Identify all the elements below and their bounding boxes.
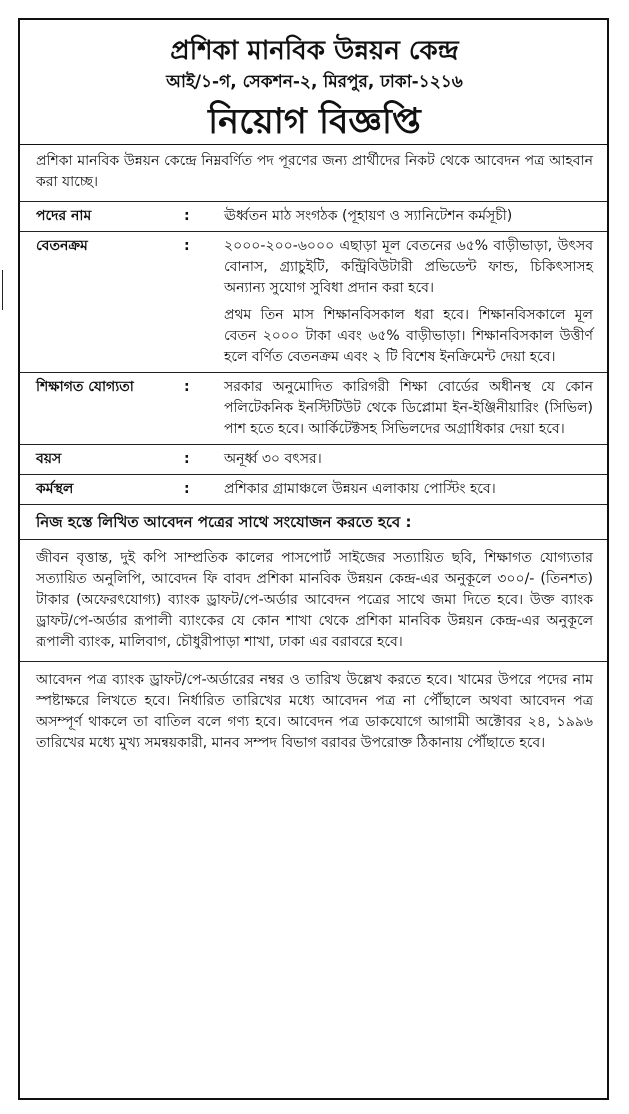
- organization-name: প্রশিকা মানবিক উন্নয়ন কেন্দ্র: [170, 36, 459, 66]
- row-colon: :: [184, 451, 190, 467]
- divider: [20, 372, 607, 373]
- row-colon: :: [184, 481, 190, 497]
- row-value: [224, 236, 593, 368]
- organization-address: আই/১-গ, সেকশন-২, মিরপুর, ঢাকা-১২১৬: [166, 72, 463, 92]
- row-value: [224, 377, 593, 440]
- closing-paragraph: আবেদন পত্র ব্যাংক ড্রাফট/পে-অর্ডারের নম্বর ও তারিখ উল্লেখ করতে হবে। খামের উপরে পদের নাম স্পষ্টাক্ষরে লিখতে হবে। নির্ধারিত তারিখের মধ্যে আবেদন পত্র না পৌঁছালে অথবা আবেদন পত্র অসম্পূর্ণ থাকলে তা বাতিল বলে গণ্য হবে। আবেদন পত্র ডাকযোগে আগামী অক্টোবর ২৪, ১৯৯৬ তারিখের মধ্যে মুখ্য সমন্বয়কারী, মানব সম্পদ বিভাগ বরাবর উপরোক্ত ঠিকানায় পৌঁছাতে হবে।: [36, 672, 593, 751]
- row-label: বেতনক্রম: [36, 238, 88, 254]
- clipping-edge-line: [2, 270, 3, 310]
- row-colon: :: [184, 379, 190, 395]
- row-value: [224, 479, 593, 500]
- row-value: [224, 206, 593, 227]
- row-value-text-probation: প্রথম তিন মাস শিক্ষানবিসকাল ধরা হবে। শিক্ষানবিসকালে মূল বেতন ২০০০ টাকা এবং ৬৫% বাড়ীভাড়া। শিক্ষানবিসকাল উত্তীর্ণ হলে বর্ণিত বেতনক্রম এবং ২ টি বিশেষ ইনক্রিমেন্ট দেয়া হবে।: [224, 307, 593, 365]
- row-label: পদের নাম: [36, 208, 92, 224]
- row-colon: :: [184, 238, 190, 254]
- row-value-text: সরকার অনুমোদিত কারিগরী শিক্ষা বোর্ডের অধীনস্থ যে কোন পলিটেকনিক ইনস্টিটিউট থেকে ডিপ্লোমা ইন-ইঞ্জিনীয়ারিং (সিভিল) পাশ হতে হবে। আর্কিটেক্টসহ সিভিলদের অগ্রাধিকার দেয়া হবে।: [224, 379, 593, 437]
- divider: [20, 539, 607, 540]
- row-post-name: [36, 206, 593, 227]
- row-value-text: ঊর্ধ্বতন মাঠ সংগঠক (পূহায়ণ ও স্যানিটেশন কর্মসূচী): [224, 208, 513, 224]
- row-value-text: প্রশিকার গ্রামাঞ্চলে উন্নয়ন এলাকায় পোস্টিং হবে।: [224, 481, 496, 497]
- row-value-text: ২০০০-২০০-৬০০০ এছাড়া মূল বেতনের ৬৫% বাড়ীভাড়া, উৎসব বোনাস, গ্র্যাচুইটি, কন্ট্রিবিউটারী প্রভিডেন্ট ফান্ড, চিকিৎসাসহ অন্যান্য সুযোগ সুবিধা প্রদান করা হবে।: [224, 238, 593, 296]
- advertisement-frame: [18, 18, 609, 1100]
- intro-paragraph: প্রশিকা মানবিক উন্নয়ন কেন্দ্রে নিম্নবর্ণিত পদ পূরণের জন্য প্রার্থীদের নিকট থেকে আবেদন পত্র আহবান করা যাচ্ছে।: [36, 153, 593, 190]
- row-label: কর্মস্থল: [36, 481, 74, 497]
- documents-paragraph: জীবন বৃত্তান্ত, দুই কপি সাম্প্রতিক কালের পাসপোর্ট সাইজের সত্যায়িত ছবি, শিক্ষাগত যোগ্যতার সত্যায়িত অনুলিপি, আবেদন ফি বাবদ প্রশিকা মানবিক উন্নয়ন কেন্দ্র-এর অনুকূলে ৩০০/- (তিনশত) টাকার (অফেরৎযোগ্য) ব্যাংক ড্রাফট/পে-অর্ডার আবেদন পত্রের সাথে জমা দিতে হবে। উক্ত ব্যাংক ড্রাফট/পে-অর্ডার রূপালী ব্যাংকের যে কোন শাখা থেকে প্রশিকা মানবিক উন্নয়ন কেন্দ্র-এর অনুকূলে রূপালী ব্যাংক, মালিবাগ, চৌধুরীপাড়া শাখা, ঢাকা এর বরাবরে হবে।: [36, 550, 593, 650]
- divider: [20, 231, 607, 232]
- divider: [20, 661, 607, 662]
- row-label: বয়স: [36, 451, 62, 467]
- divider: [20, 201, 607, 202]
- row-salary-scale: [36, 236, 593, 368]
- divider: [20, 474, 607, 475]
- row-label: শিক্ষাগত যোগ্যতা: [36, 379, 134, 395]
- row-colon: :: [184, 208, 190, 224]
- notice-title: নিয়োগ বিজ্ঞপ্তি: [208, 102, 421, 142]
- row-value: [224, 449, 593, 470]
- row-qualification: [36, 377, 593, 440]
- divider: [20, 444, 607, 445]
- divider: [20, 504, 607, 505]
- row-workplace: [36, 479, 593, 500]
- row-age: [36, 449, 593, 470]
- documents-heading: নিজ হস্তে লিখিত আবেদন পত্রের সাথে সংযোজন করতে হবে :: [36, 513, 412, 531]
- row-value-text: অনূর্ধ্ব ৩০ বৎসর।: [224, 451, 322, 467]
